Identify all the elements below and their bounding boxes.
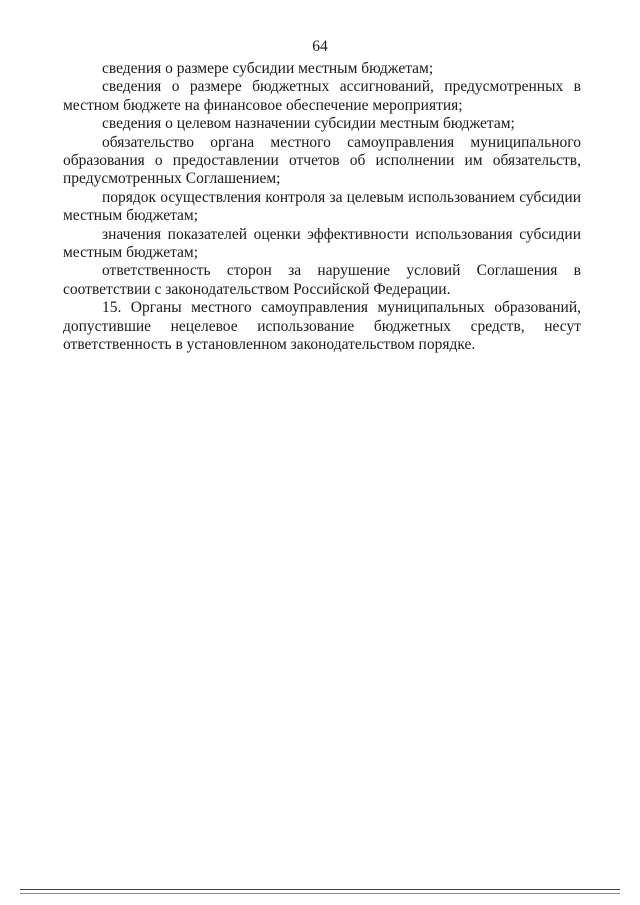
document-body bbox=[63, 60, 581, 355]
paragraph-15-misuse-liability: 15. Органы местного самоуправления муниципальных образований, допустившие нецелевое использование бюджетных средств, несут ответственность в установленном законодательством порядке. bbox=[63, 299, 581, 354]
footer-divider-secondary bbox=[20, 893, 620, 894]
page-number: 64 bbox=[312, 38, 328, 55]
paragraph-budget-allocations: сведения о размере бюджетных ассигнований, предусмотренных в местном бюджете на финансовое обеспечение мероприятия; bbox=[63, 78, 581, 114]
paragraph-subsidy-purpose: сведения о целевом назначении субсидии местным бюджетам; bbox=[102, 115, 515, 133]
paragraph-reporting-obligation: обязательство органа местного самоуправления муниципального образования о предоставлении отчетов об исполнении им обязательств, предусмотренных Соглашением; bbox=[63, 133, 581, 188]
paragraph-parties-responsibility: ответственность сторон за нарушение условий Соглашения в соответствии с законодательством Российской Федерации. bbox=[63, 262, 581, 298]
paragraph-efficiency-indicators: значения показателей оценки эффективности использования субсидии местным бюджетам; bbox=[63, 225, 581, 262]
paragraph-subsidy-size: сведения о размере субсидии местным бюджетам; bbox=[102, 60, 434, 77]
footer-divider bbox=[20, 889, 620, 890]
paragraph-control-procedure: порядок осуществления контроля за целевым использованием субсидии местным бюджетам; bbox=[63, 188, 581, 225]
